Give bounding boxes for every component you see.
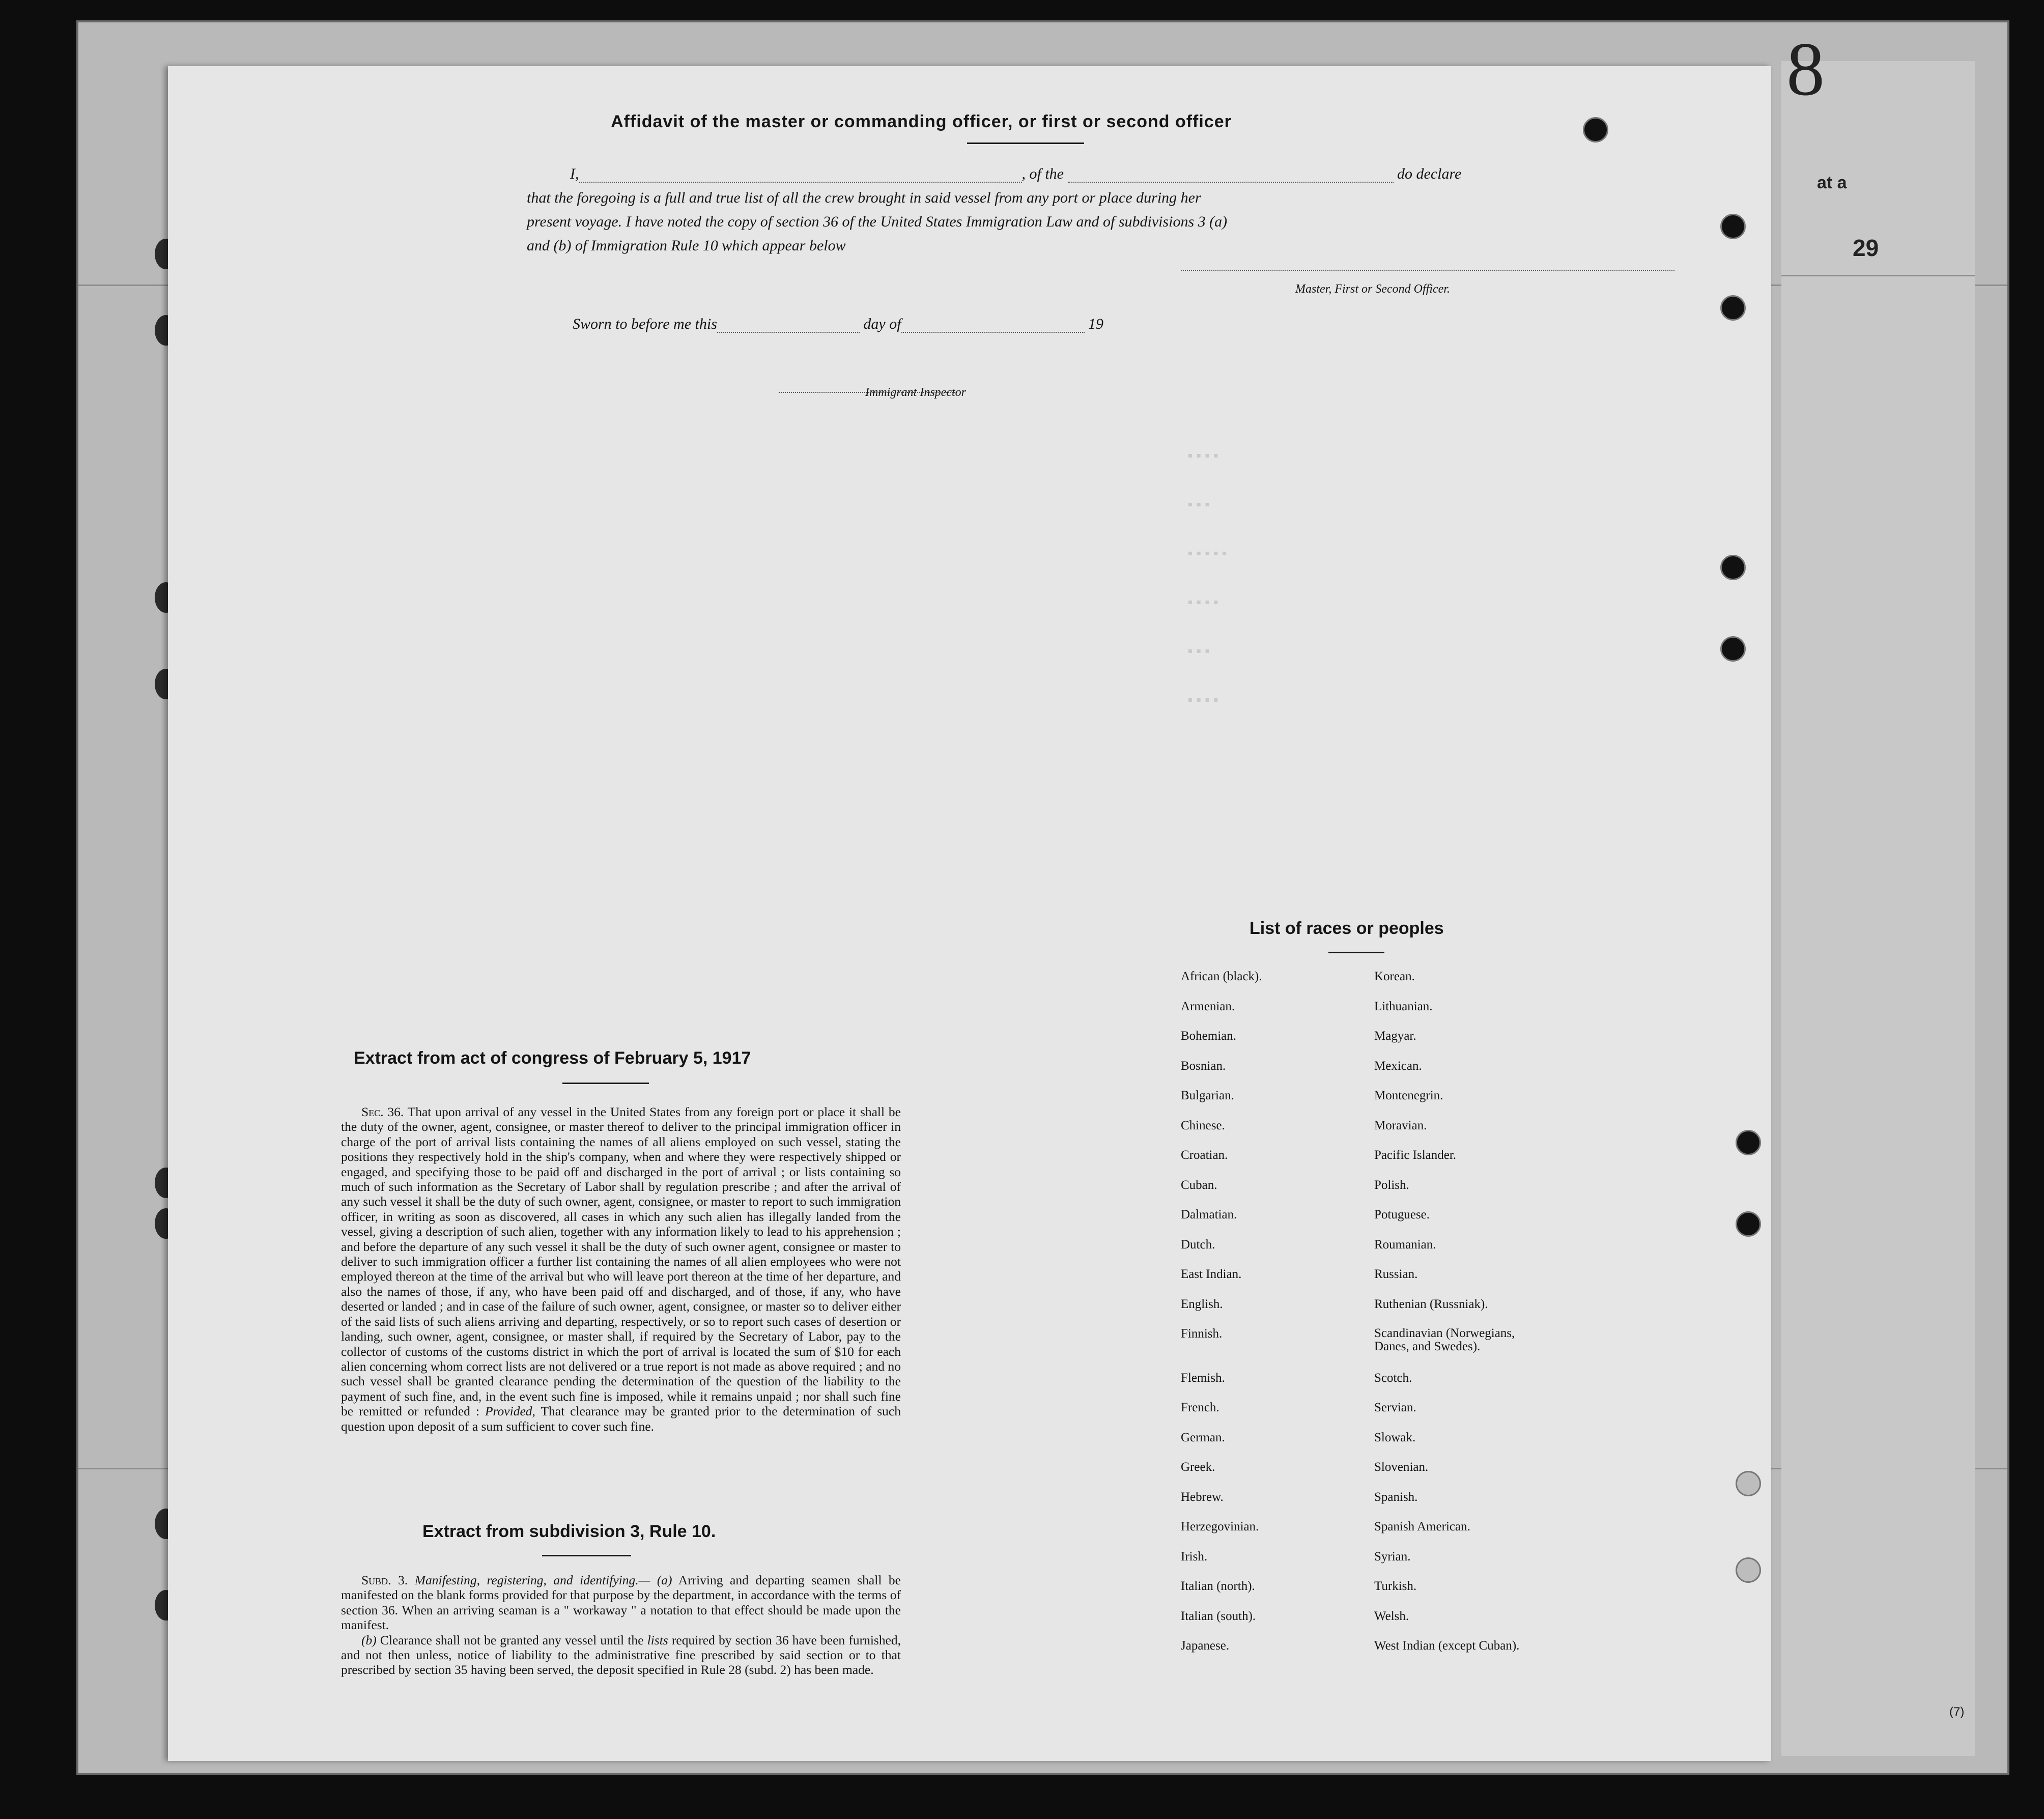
signature-label: Master, First or Second Officer. — [1295, 282, 1450, 296]
race-item: Spanish. — [1374, 1490, 1418, 1504]
day-of-label: day of — [863, 316, 901, 332]
race-item: African (black). — [1181, 970, 1262, 983]
date-fragment: 29 — [1853, 235, 1879, 261]
footer-mark: (7) — [1949, 1705, 1965, 1719]
race-item: Polish. — [1374, 1178, 1409, 1192]
race-item: Mexican. — [1374, 1059, 1422, 1073]
punch-hole — [1720, 295, 1746, 321]
race-item: Servian. — [1374, 1401, 1416, 1414]
race-item: Bulgarian. — [1181, 1089, 1234, 1102]
para-a-text: Arriving and departing seamen shall be manifested on the blank forms provided for that purpose by the department, in accordance with the terms of section 36. When an arriving seaman is a " workaway " a notation to that effect should be made upon the manifest. — [341, 1573, 901, 1633]
para-b-label: (b) — [361, 1632, 377, 1647]
race-item: Korean. — [1374, 970, 1415, 983]
race-item: Slovenian. — [1374, 1460, 1429, 1474]
race-item: Finnish. — [1181, 1327, 1223, 1341]
punch-hole — [1736, 1211, 1761, 1237]
of-the-label: , of the — [1021, 165, 1064, 182]
section-label: Sec. 36. — [361, 1104, 404, 1119]
heading-rule — [1328, 952, 1384, 953]
race-item: Montenegrin. — [1374, 1089, 1443, 1102]
para-a-label: — (a) — [638, 1573, 672, 1587]
punch-hole — [1720, 555, 1746, 580]
race-item: Scotch. — [1374, 1371, 1412, 1385]
section-36-body: That upon arrival of any vessel in the United States from any foreign port or place it shall be the duty of the owner, agent, consignee, or master thereof to deliver to the principal immigration officer in charge of the port of arrival lists containing the names of all aliens employed on such vessel, stating the positions they respectively hold in the ship's company, when and where they were respectively shipped or engaged, and specifying those to be paid off and discharged in the port of arrival ; or lists containing so much of such information as the Secretary of Labor shall by regulation prescribe ; and after the arrival of any such vessel it shall be the duty of such owner, agent, consignee, or master to report to such immigration officer, in writing as soon as discovered, all cases in which any such alien has illegally landed from the vessel, giving a description of such alien, together with any information likely to lead to his apprehension ; and before the departure of any such vessel it shall be the duty of such owner agent, consignee or master to deliver to such immigration officer a further list containing the names of all alien employees who were not employed thereon at the time of the arrival but who will leave port thereon at the time of her departure, and also the names of those, if any, who have been paid off and discharged, and of those, if any, who have deserted or landed ; and in case of the failure of such owner, agent, consignee, or master so to deliver either of the said lists of such aliens arriving and departing, respectively, or so to report such cases of desertion or landing, such owner, agent, consignee, or master shall, if required by the Secretary of Labor, pay to the collector of customs of the customs district in which the port of arrival is located the sum of $10 for each alien concerning whom correct lists are not delivered or a true report is not made as above required ; and no such vessel shall be granted clearance pending the determination of the question of the liability to the payment of such fine, and, in the event such fine is imposed, while it remains unpaid ; nor shall such fine be remitted or refunded : — [341, 1104, 901, 1419]
race-item: Potuguese. — [1374, 1208, 1430, 1221]
inspector-label: Immigrant Inspector — [865, 386, 966, 399]
race-item: Herzegovinian. — [1181, 1520, 1259, 1533]
month-blank[interactable] — [901, 332, 1085, 333]
race-item: Ruthenian (Russniak). — [1374, 1297, 1488, 1311]
punch-hole — [1583, 117, 1608, 143]
race-item: Pacific Islander. — [1374, 1148, 1457, 1162]
race-item: French. — [1181, 1401, 1219, 1414]
section-36-end: That clearance may be granted prior to the determination of such question upon deposit of a sum sufficient to cover such fine. — [341, 1404, 901, 1434]
affidavit-declaration-line — [570, 165, 1461, 183]
congress-extract-heading: Extract from act of congress of February 5, 1917 — [354, 1048, 751, 1068]
punch-hole — [1736, 1557, 1761, 1583]
race-item: Syrian. — [1374, 1549, 1411, 1564]
race-item: Armenian. — [1181, 999, 1235, 1013]
subd-title: Manifesting, registering, and identifying. — [414, 1573, 639, 1587]
race-item: Turkish. — [1374, 1579, 1417, 1593]
do-declare-label: do declare — [1397, 165, 1462, 182]
punch-hole — [1720, 214, 1746, 239]
race-item: Spanish American. — [1374, 1520, 1470, 1533]
race-item: Slowak. — [1374, 1430, 1416, 1444]
affidavit-text-line: that the foregoing is a full and true list of all the crew brought in said vessel from any port or place during her — [527, 189, 1201, 206]
section-36-text — [341, 1104, 901, 1434]
para-b-text-1: Clearance shall not be granted any vessel until the — [380, 1632, 644, 1647]
affidavit-text-line: and (b) of Immigration Rule 10 which appear below — [527, 237, 846, 254]
para-b-text-2: required by section 36 have been furnished, and not then unless, notice of liability to the administrative fine prescribed by said section or to that prescribed by section 35 having been served, the deposit specified in Rule 28 (subd. 2) has been made. — [341, 1632, 901, 1678]
rule-extract-heading: Extract from subdivision 3, Rule 10. — [422, 1522, 716, 1541]
race-item: Russian. — [1374, 1267, 1418, 1281]
subd-label: Subd. 3. — [361, 1573, 408, 1587]
race-item: Bosnian. — [1181, 1059, 1226, 1073]
race-item: Moravian. — [1374, 1118, 1427, 1132]
race-item: Magyar. — [1374, 1029, 1416, 1043]
race-item: Japanese. — [1181, 1639, 1230, 1653]
race-item: West Indian (except Cuban). — [1374, 1639, 1520, 1653]
race-item: Flemish. — [1181, 1371, 1225, 1385]
signature-blank[interactable] — [1181, 270, 1674, 271]
at-a-label: at a — [1817, 173, 1847, 192]
sworn-line — [573, 316, 1103, 333]
rule-10-text — [341, 1573, 901, 1678]
bleed-through-text: ▪▪▪▪ ▪▪▪ ▪▪▪▪▪ ▪▪▪▪ ▪▪▪ ▪▪▪▪ — [1186, 449, 1229, 709]
heading-rule — [562, 1083, 649, 1084]
punch-hole — [1736, 1471, 1761, 1496]
race-item: Dalmatian. — [1181, 1208, 1237, 1221]
race-item: Hebrew. — [1181, 1490, 1224, 1504]
page-number: 8 — [1786, 27, 1825, 111]
race-item: Lithuanian. — [1374, 999, 1433, 1013]
race-item: Greek. — [1181, 1460, 1215, 1474]
race-item: Dutch. — [1181, 1237, 1215, 1252]
provided-word: Provided, — [485, 1404, 535, 1419]
race-item: Italian (north). — [1181, 1579, 1255, 1593]
underlying-sheet-right-edge — [1781, 27, 1975, 1756]
races-heading: List of races or peoples — [1250, 919, 1444, 938]
race-item: Welsh. — [1374, 1609, 1409, 1623]
race-item: Bohemian. — [1181, 1029, 1237, 1043]
para-b-lists: lists — [647, 1632, 668, 1647]
affidavit-page — [168, 66, 1771, 1761]
race-item: English. — [1181, 1297, 1223, 1311]
sworn-label: Sworn to before me this — [573, 316, 717, 332]
vessel-blank[interactable] — [1068, 182, 1394, 183]
affidavit-title: Affidavit of the master or commanding officer, or first or second officer — [611, 112, 1232, 131]
grid-line — [1781, 275, 1975, 276]
punch-hole — [1720, 636, 1746, 662]
year-label: 19 — [1088, 316, 1104, 332]
i-label: I, — [570, 165, 579, 182]
race-item: Scandinavian (Norwegians, Danes, and Swedes). — [1374, 1326, 1515, 1353]
race-item: Chinese. — [1181, 1118, 1225, 1132]
race-item: Cuban. — [1181, 1178, 1217, 1192]
name-blank[interactable] — [579, 182, 1022, 183]
punch-hole — [1736, 1130, 1761, 1155]
heading-rule — [542, 1555, 631, 1556]
race-item: Italian (south). — [1181, 1609, 1256, 1623]
affidavit-text-line: present voyage. I have noted the copy of section 36 of the United States Immigration Law and of subdivisions 3 (a) — [527, 213, 1228, 230]
race-item: Irish. — [1181, 1549, 1208, 1564]
race-item: East Indian. — [1181, 1267, 1242, 1281]
day-blank[interactable] — [717, 332, 860, 333]
race-item: Croatian. — [1181, 1148, 1228, 1162]
title-rule — [967, 143, 1084, 144]
race-item: German. — [1181, 1430, 1225, 1444]
race-item: Roumanian. — [1374, 1237, 1436, 1252]
